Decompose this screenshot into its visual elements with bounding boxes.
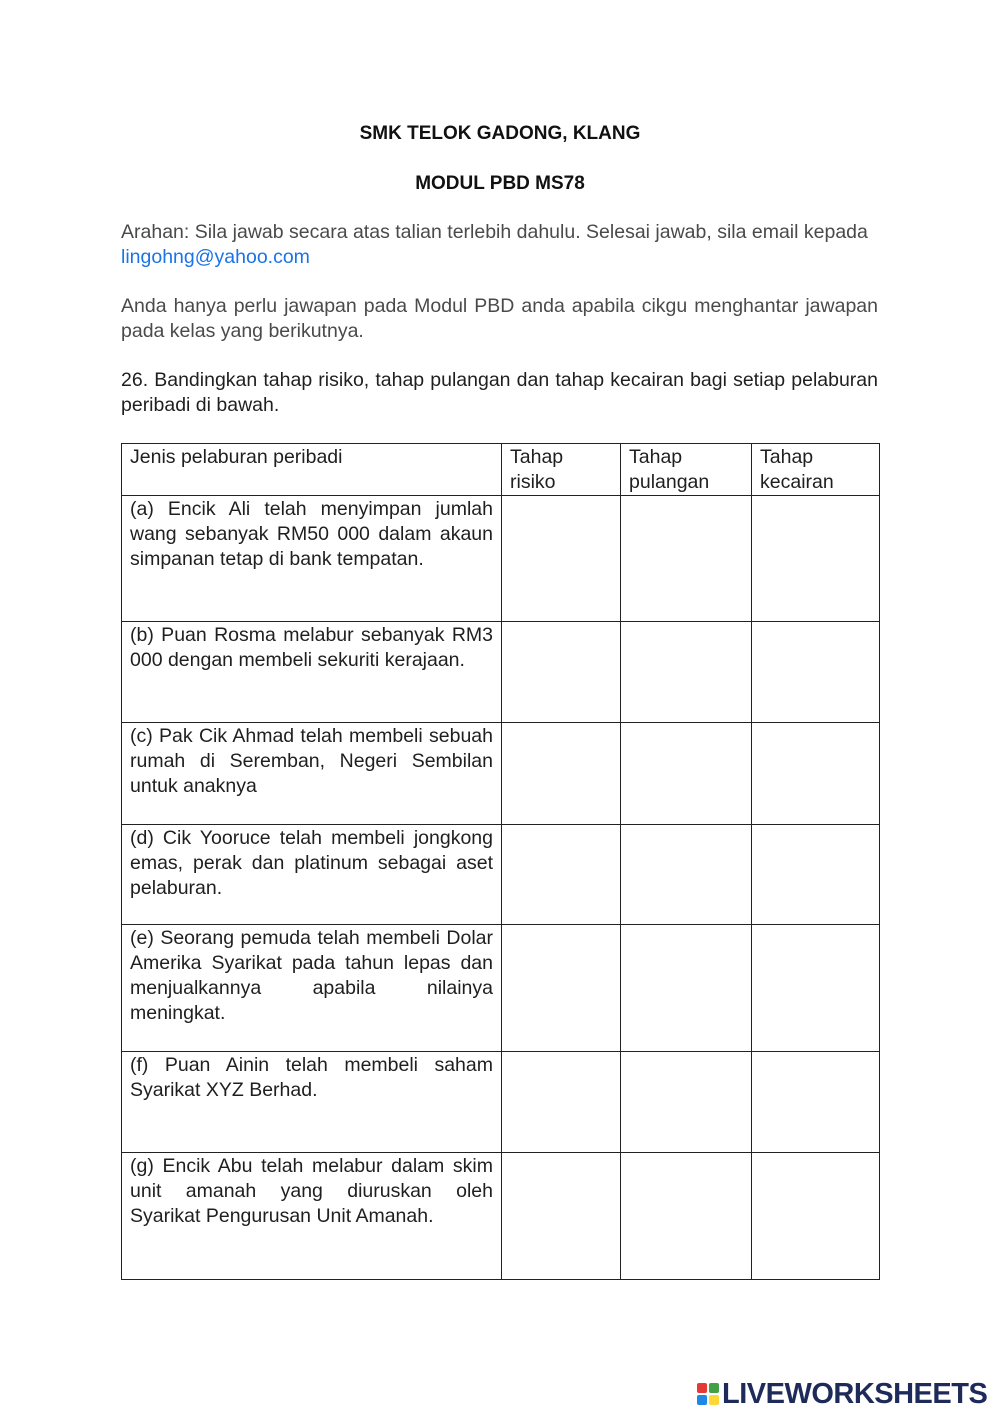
header-risk-level: Tahap risiko (502, 444, 621, 496)
table-row (122, 622, 880, 723)
liquidity-answer-cell[interactable] (752, 825, 880, 925)
header-investment-type: Jenis pelaburan peribadi (122, 444, 502, 496)
liquidity-answer-cell[interactable] (752, 723, 880, 825)
email-link[interactable]: lingohng@yahoo.com (121, 246, 310, 268)
row-description: (c) Pak Cik Ahmad telah membeli sebuah rumah di Seremban, Negeri Sembilan untuk anaknya (122, 723, 502, 825)
liquidity-answer-cell[interactable] (752, 496, 880, 622)
investment-table (121, 443, 880, 1280)
row-description: (g) Encik Abu telah melabur dalam skim unit amanah yang diuruskan oleh Syarikat Pengurusan Unit Amanah. (122, 1153, 502, 1280)
liquidity-answer-cell[interactable] (752, 1052, 880, 1153)
row-description: (e) Seorang pemuda telah membeli Dolar Amerika Syarikat pada tahun lepas dan menjualkannya apabila nilainya meningkat. (122, 925, 502, 1052)
risk-answer-cell[interactable] (502, 925, 621, 1052)
header-return-level: Tahap pulangan (621, 444, 752, 496)
question-text: 26. Bandingkan tahap risiko, tahap pulangan dan tahap kecairan bagi setiap pelaburan peribadi di bawah. (121, 369, 878, 416)
note-paragraph: Anda hanya perlu jawapan pada Modul PBD anda apabila cikgu menghantar jawapan pada kelas yang berikutnya. (121, 295, 878, 342)
liveworksheets-logo (697, 1377, 987, 1411)
risk-answer-cell[interactable] (502, 622, 621, 723)
instruction-paragraph (121, 220, 878, 270)
table-row (122, 723, 880, 825)
risk-answer-cell[interactable] (502, 825, 621, 925)
table-header-row (122, 444, 880, 496)
liveworksheets-logo-icon (697, 1383, 719, 1405)
table-row (122, 1052, 880, 1153)
logo-text: LIVEWORKSHEETS (722, 1377, 988, 1410)
risk-answer-cell[interactable] (502, 723, 621, 825)
row-description: (f) Puan Ainin telah membeli saham Syarikat XYZ Berhad. (122, 1052, 502, 1153)
return-answer-cell[interactable] (621, 622, 752, 723)
return-answer-cell[interactable] (621, 925, 752, 1052)
return-answer-cell[interactable] (621, 723, 752, 825)
row-description: (a) Encik Ali telah menyimpan jumlah wang sebanyak RM50 000 dalam akaun simpanan tetap di bank tempatan. (122, 496, 502, 622)
return-answer-cell[interactable] (621, 1052, 752, 1153)
table-row (122, 496, 880, 622)
row-description: (d) Cik Yooruce telah membeli jongkong emas, perak dan platinum sebagai aset pelaburan. (122, 825, 502, 925)
return-answer-cell[interactable] (621, 496, 752, 622)
module-title: MODUL PBD MS78 (415, 173, 585, 194)
header-liquidity-level: Tahap kecairan (752, 444, 880, 496)
liquidity-answer-cell[interactable] (752, 925, 880, 1052)
row-description: (b) Puan Rosma melabur sebanyak RM3 000 dengan membeli sekuriti kerajaan. (122, 622, 502, 723)
table-row (122, 925, 880, 1052)
liquidity-answer-cell[interactable] (752, 622, 880, 723)
instruction-text: Arahan: Sila jawab secara atas talian terlebih dahulu. Selesai jawab, sila email kepada (121, 221, 868, 243)
school-title: SMK TELOK GADONG, KLANG (359, 123, 641, 144)
return-answer-cell[interactable] (621, 1153, 752, 1280)
risk-answer-cell[interactable] (502, 1052, 621, 1153)
table-row (122, 1153, 880, 1280)
liquidity-answer-cell[interactable] (752, 1153, 880, 1280)
table-row (122, 825, 880, 925)
risk-answer-cell[interactable] (502, 1153, 621, 1280)
risk-answer-cell[interactable] (502, 496, 621, 622)
return-answer-cell[interactable] (621, 825, 752, 925)
